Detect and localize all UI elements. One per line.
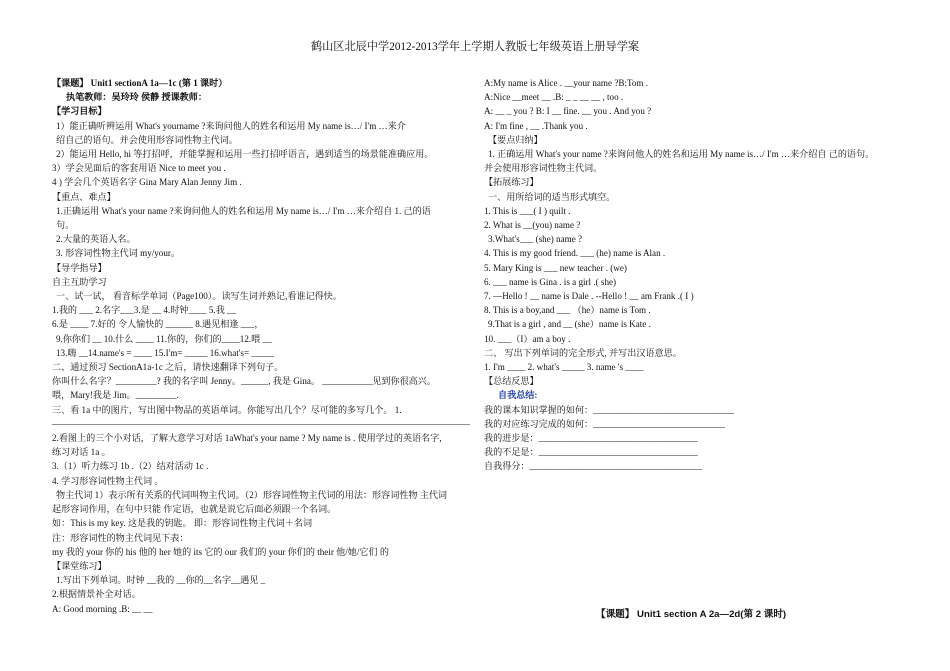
right-text-line: A: I'm fine , __ .Thank you . — [484, 120, 588, 131]
right-text-line: 7. —Hello ! __ name is Dale . --Hello ! __ am Frank .( I ) — [484, 291, 694, 302]
right-text-line: A:Nice __meet __ .B: _ _ __ __ , too . — [484, 92, 624, 103]
right-text-line: 【总结反思】 — [484, 376, 539, 387]
left-text-line: 一、试一试， 看音标学单词（Page100）。读写生词并熟记,看谁记得快。 — [56, 291, 342, 302]
right-text-line: 2. What is __(you) name ? — [484, 220, 581, 231]
right-text-line: 8. This is a boy,and ___ （he）name is Tom . — [484, 305, 651, 316]
page-title: 鹤山区北辰中学2012-2013学年上学期人教版七年级英语上册导学案 — [310, 41, 640, 53]
right-text-line: A:My name is Alice . __your name ?B:Tom . — [484, 78, 649, 88]
left-text-line: 9.你你们 __ 10.什么 ____ 11.你的，你们的____12.喂 __ — [56, 333, 272, 344]
left-text-line: 4 ) 学会几个英语名字 Gina Mary Alan Jenny Jim . — [52, 177, 242, 188]
left-text-line: 1.正确运用 What's your name ?来询问他人的姓名和运用 My name is…/ I'm …来介绍自 1. 己的语 — [56, 205, 431, 216]
left-text-line: 【课题】 Unit1 sectionA 1a—1c (第 1 课时） — [52, 78, 228, 88]
left-text-line: 如：This is my key. 这是我的钥匙。 即：形容词性物主代词＋名词 — [52, 518, 313, 529]
right-text-line: 1. This is ___( I ) quilt . — [484, 205, 571, 216]
right-column — [484, 76, 904, 474]
right-text-line: 二、 写出下列单词的完全形式, 并写出汉语意思。 — [484, 347, 682, 358]
right-text-line: 1. 正确运用 What's your name ?来询问他人的姓名和运用 My name is…/ I'm …来介绍自 己的语句。 — [488, 149, 875, 160]
right-text-line: 自我总结: — [498, 390, 538, 401]
right-text-line: 我的对应练习完成的如何：_____________________________ — [484, 418, 725, 429]
left-text-line: 你叫什么名字？_________? 我的名字叫 Jenny。______, 我是 Gina。 ___________见到你很高兴。 — [52, 376, 436, 387]
right-text-line: 一、用所给词的适当形式填空。 — [488, 191, 616, 202]
left-text-line: 3. 形容词性物主代词 my/your。 — [56, 248, 181, 259]
right-text-line: 1. I'm ____ 2. what's _____ 3. name 's ____ — [484, 362, 644, 373]
right-text-line: 6. ___ name is Gina . is a girl .( she) — [484, 276, 617, 287]
left-text-line: —————————————————————————————————————————————— — [52, 418, 470, 429]
left-text-line: 注：形容词性的物主代词见下表： — [52, 532, 189, 543]
left-text-line: 3.（1）听力练习 1b .（2）结对活动 1c . — [52, 461, 209, 472]
left-text-line: 1.写出下列单词。时钟 __我的 __你的__名字__遇见 _ — [56, 575, 266, 586]
left-text-line: 自主互助学习 — [52, 276, 107, 287]
left-text-line: A: Good morning .B: __ __ — [52, 603, 153, 614]
left-text-line: 绍自己的语句。并会使用形容词性物主代词。 — [56, 134, 238, 145]
left-text-line: 2.大量的英语人名。 — [56, 234, 136, 245]
left-text-line: 2.根据情景补全对话。 — [52, 589, 141, 600]
right-text-line: 10. ___（I）am a boy . — [484, 333, 571, 344]
left-text-line: 喂，Mary!我是 Jim。_________. — [52, 390, 179, 401]
right-text-line: 【要点归纳】 — [488, 134, 543, 145]
left-column — [52, 76, 470, 616]
left-text-line: 【学习目标】 — [52, 106, 107, 117]
right-text-line: 我的进步是：___________________________________ — [484, 433, 698, 444]
right-text-line: 3.What's___ (she) name ? — [488, 234, 583, 245]
right-text-line: 【拓展练习】 — [484, 177, 539, 188]
left-text-line: my 我的 your 你的 his 他的 her 她的 its 它的 our 我们的 your 你们的 their 他/她/它们 的 — [52, 546, 389, 557]
left-text-line: 物主代词 1）表示所有关系的代词叫物主代词。（2）形容词性物主代词的用法：形容词性物 主代词 — [56, 489, 448, 500]
right-text-line: 9.That is a girl , and __ (she）name is Kate . — [488, 319, 651, 330]
left-text-line: 【重点、难点】 — [52, 191, 116, 202]
left-text-line: 13.嗨 __14.name's = ____ 15.I'm= _____ 16.what's= _____ — [56, 347, 275, 358]
left-text-line: 【导学指导】 — [52, 262, 107, 273]
left-text-line: 1.我的 ___ 2.名字___3.是 __ 4.时钟____ 5.我 __ — [52, 305, 237, 316]
left-text-line: 3）学会见面后的客套用语 Nice to meet you . — [52, 163, 226, 174]
left-text-line: 三、看 1a 中的图片，写出图中物品的英语单词。你能写出几个？尽可能的多写几个。 1. — [52, 404, 402, 415]
left-text-line: 起形容词作用，在句中只能 作定语，也就是说它后面必须跟一个名词。 — [52, 504, 337, 515]
right-text-line: 4. This is my good friend. ___ (he) name is Alan . — [484, 248, 666, 259]
right-text-line: 自我得分：______________________________________ — [484, 461, 703, 472]
left-text-line: 执笔教师：吴玲玲 侯静 授课教师： — [66, 92, 207, 103]
left-text-line: 练习对话 1a 。 — [52, 447, 111, 458]
left-text-line: 1）能正确听辨运用 What's yourname ?来询问他人的姓名和运用 My name is…/ I'm …来介 — [56, 120, 406, 131]
left-text-line: 【课堂练习】 — [52, 560, 107, 571]
right-text-line: A: __ _ you ? B: I __ fine. __ you . And you ? — [484, 106, 652, 117]
next-lesson-title: 【课题】 Unit1 section A 2a—2d(第 2 课时) — [596, 609, 787, 620]
right-text-line: 并会使用形容词性物主代词。 — [484, 163, 603, 174]
left-text-line: 2.看图上的三个小对话，了解大意学习对话 1aWhat's your name ? My name is . 使用学过的英语名字, — [52, 433, 442, 444]
right-text-line: 我的不足是：___________________________________ — [484, 447, 698, 458]
right-text-line: 5. Mary King is ___ new teacher . (we) — [484, 262, 627, 273]
left-text-line: 6.是 ____ 7.好的 令人愉快的 ______ 8.遇见相逢 ___， — [52, 319, 264, 330]
left-text-line: 2）能运用 Hello, hi 等打招呼，并能掌握和运用一些打招呼语言，遇到适当的场景能准确应用。 — [56, 149, 434, 160]
left-text-line: 4. 学习形容词性物主代词 。 — [52, 475, 164, 486]
left-text-line: 句。 — [56, 220, 75, 231]
right-text-line: 我的课本知识掌握的如何：_______________________________ — [484, 404, 735, 415]
left-text-line: 二、通过预习 SectionA1a-1c 之后，请快速翻译下列句子。 — [52, 362, 284, 373]
